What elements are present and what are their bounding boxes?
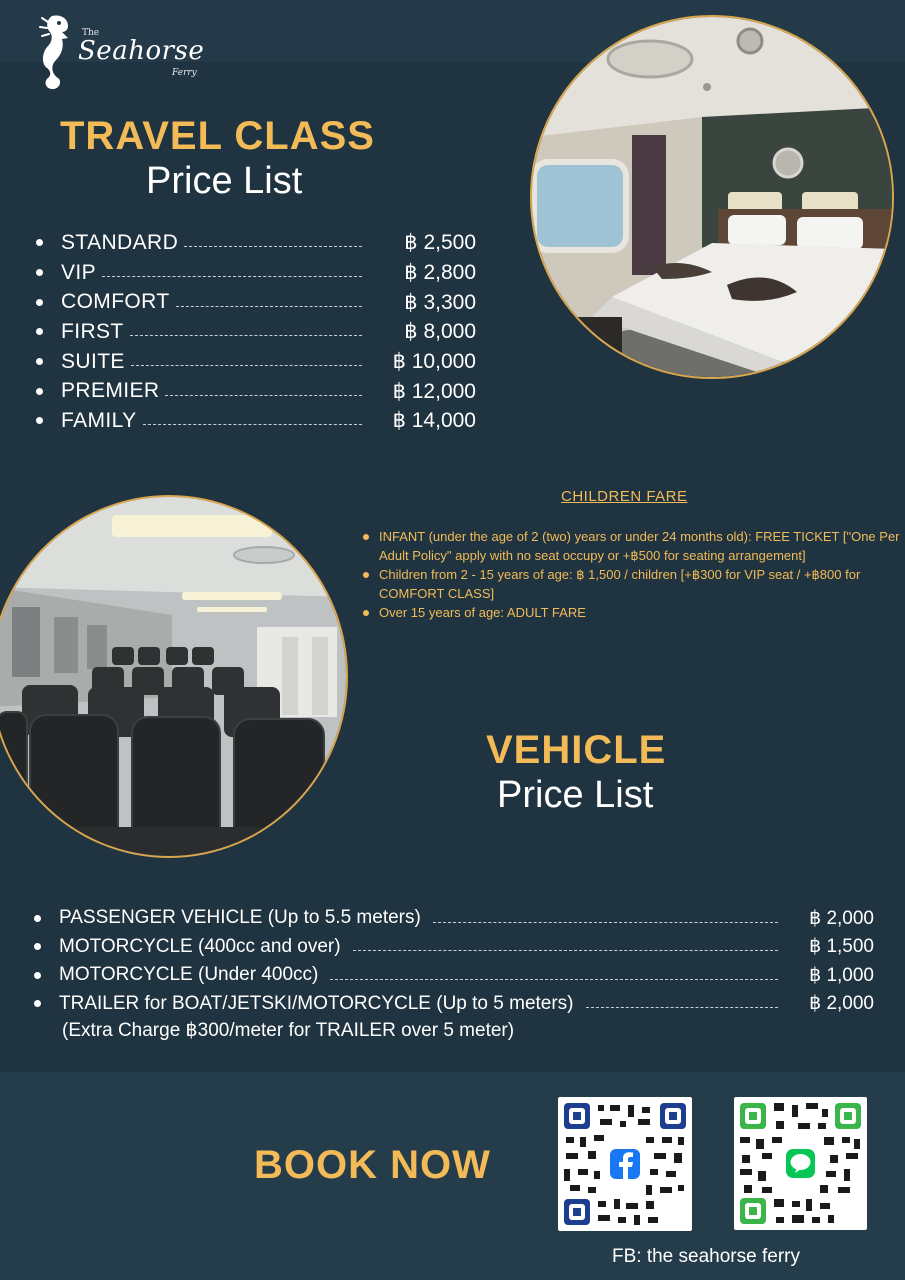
cabin-illustration bbox=[532, 17, 892, 377]
children-fare-item-infant bbox=[363, 528, 903, 565]
children-fare-item-children bbox=[363, 566, 903, 603]
bullet-icon bbox=[36, 299, 43, 306]
qr-pattern bbox=[558, 1097, 692, 1231]
price-row-comfort bbox=[36, 287, 476, 317]
vehicle-row-trailer bbox=[34, 990, 874, 1019]
class-price: ฿ 2,500 bbox=[404, 231, 476, 255]
dotted-leader bbox=[433, 922, 778, 923]
dotted-leader bbox=[353, 950, 778, 951]
vehicle-price: ฿ 2,000 bbox=[809, 907, 874, 929]
vehicle-name: MOTORCYCLE (400cc and over) bbox=[59, 935, 341, 957]
seating-illustration bbox=[0, 497, 346, 856]
dotted-leader bbox=[330, 979, 778, 980]
price-row-premier bbox=[36, 376, 476, 406]
bullet-icon bbox=[36, 417, 43, 424]
class-name: SUITE bbox=[61, 349, 125, 373]
dotted-leader bbox=[143, 424, 362, 425]
travel-class-title: TRAVEL CLASS bbox=[60, 114, 375, 158]
bullet-icon bbox=[36, 328, 43, 335]
facebook-qr-code[interactable] bbox=[558, 1097, 692, 1231]
travel-class-price-list bbox=[36, 228, 476, 436]
bullet-icon bbox=[34, 972, 41, 979]
dotted-leader bbox=[176, 306, 362, 307]
children-fare-text: INFANT (under the age of 2 (two) years or under 24 months old): FREE TICKET ["One Per Adult Policy" apply with no seat occupy or +฿500 for seating arrangement] bbox=[379, 529, 900, 563]
class-name: FIRST bbox=[61, 319, 124, 343]
class-price: ฿ 3,300 bbox=[404, 290, 476, 314]
seahorse-icon bbox=[38, 12, 74, 92]
vehicle-title: VEHICLE bbox=[486, 728, 667, 772]
bullet-icon bbox=[34, 943, 41, 950]
trailer-extra-charge: (Extra Charge ฿300/meter for TRAILER over 5 meter) bbox=[62, 1020, 515, 1041]
cabin-photo bbox=[530, 15, 894, 379]
vehicle-price-list bbox=[34, 904, 874, 1018]
dotted-leader bbox=[131, 365, 362, 366]
price-row-vip bbox=[36, 258, 476, 288]
vehicle-row-motorcycle-small bbox=[34, 961, 874, 990]
children-fare-text: Over 15 years of age: ADULT FARE bbox=[379, 605, 586, 620]
vehicle-name: PASSENGER VEHICLE (Up to 5.5 meters) bbox=[59, 907, 421, 929]
class-name: STANDARD bbox=[61, 230, 179, 254]
vehicle-row-motorcycle-large bbox=[34, 933, 874, 962]
dotted-leader bbox=[130, 335, 362, 336]
children-fare-list bbox=[363, 528, 903, 624]
children-fare-text: Children from 2 - 15 years of age: ฿ 1,500 / children [+฿300 for VIP seat / +฿800 for COMFORT CLASS] bbox=[379, 567, 861, 601]
bullet-icon bbox=[36, 239, 43, 246]
class-price: ฿ 10,000 bbox=[392, 350, 476, 374]
price-row-family bbox=[36, 406, 476, 436]
class-price: ฿ 2,800 bbox=[404, 261, 476, 285]
dotted-leader bbox=[184, 246, 362, 247]
class-name: VIP bbox=[61, 260, 97, 284]
logo-the: The bbox=[82, 28, 100, 38]
logo-brand: Seahorse bbox=[78, 36, 205, 66]
vehicle-price: ฿ 1,000 bbox=[809, 964, 874, 986]
bullet-icon bbox=[363, 572, 369, 578]
class-name: FAMILY bbox=[61, 408, 137, 432]
book-now-heading: BOOK NOW bbox=[254, 1143, 491, 1187]
vehicle-price: ฿ 2,000 bbox=[809, 993, 874, 1015]
dotted-leader bbox=[586, 1007, 778, 1008]
vehicle-name: TRAILER for BOAT/JETSKI/MOTORCYCLE (Up to 5 meters) bbox=[59, 992, 574, 1014]
vehicle-row-passenger bbox=[34, 904, 874, 933]
children-fare-title: CHILDREN FARE bbox=[561, 488, 688, 505]
dotted-leader bbox=[165, 395, 362, 396]
class-price: ฿ 12,000 bbox=[392, 379, 476, 403]
seating-photo bbox=[0, 495, 348, 858]
class-price: ฿ 8,000 bbox=[404, 320, 476, 344]
dotted-leader bbox=[102, 276, 362, 277]
vehicle-subtitle: Price List bbox=[497, 774, 654, 816]
children-fare-item-adult bbox=[363, 604, 903, 623]
travel-class-subtitle: Price List bbox=[146, 160, 303, 202]
price-row-standard bbox=[36, 228, 476, 258]
vehicle-name: MOTORCYCLE (Under 400cc) bbox=[59, 964, 319, 986]
bullet-icon bbox=[36, 388, 43, 395]
class-price: ฿ 14,000 bbox=[392, 409, 476, 433]
line-qr-code[interactable] bbox=[734, 1097, 867, 1230]
class-name: COMFORT bbox=[61, 290, 170, 314]
price-row-suite bbox=[36, 347, 476, 377]
facebook-caption: FB: the seahorse ferry bbox=[612, 1246, 800, 1267]
vehicle-price: ฿ 1,500 bbox=[809, 936, 874, 958]
class-name: PREMIER bbox=[61, 379, 160, 403]
logo-ferry: Ferry bbox=[172, 68, 197, 78]
qr-pattern bbox=[734, 1097, 867, 1230]
bullet-icon bbox=[34, 915, 41, 922]
bullet-icon bbox=[36, 358, 43, 365]
price-row-first bbox=[36, 317, 476, 347]
bullet-icon bbox=[363, 610, 369, 616]
bullet-icon bbox=[363, 534, 369, 540]
seahorse-logo[interactable] bbox=[38, 12, 208, 94]
bullet-icon bbox=[36, 269, 43, 276]
bullet-icon bbox=[34, 1000, 41, 1007]
